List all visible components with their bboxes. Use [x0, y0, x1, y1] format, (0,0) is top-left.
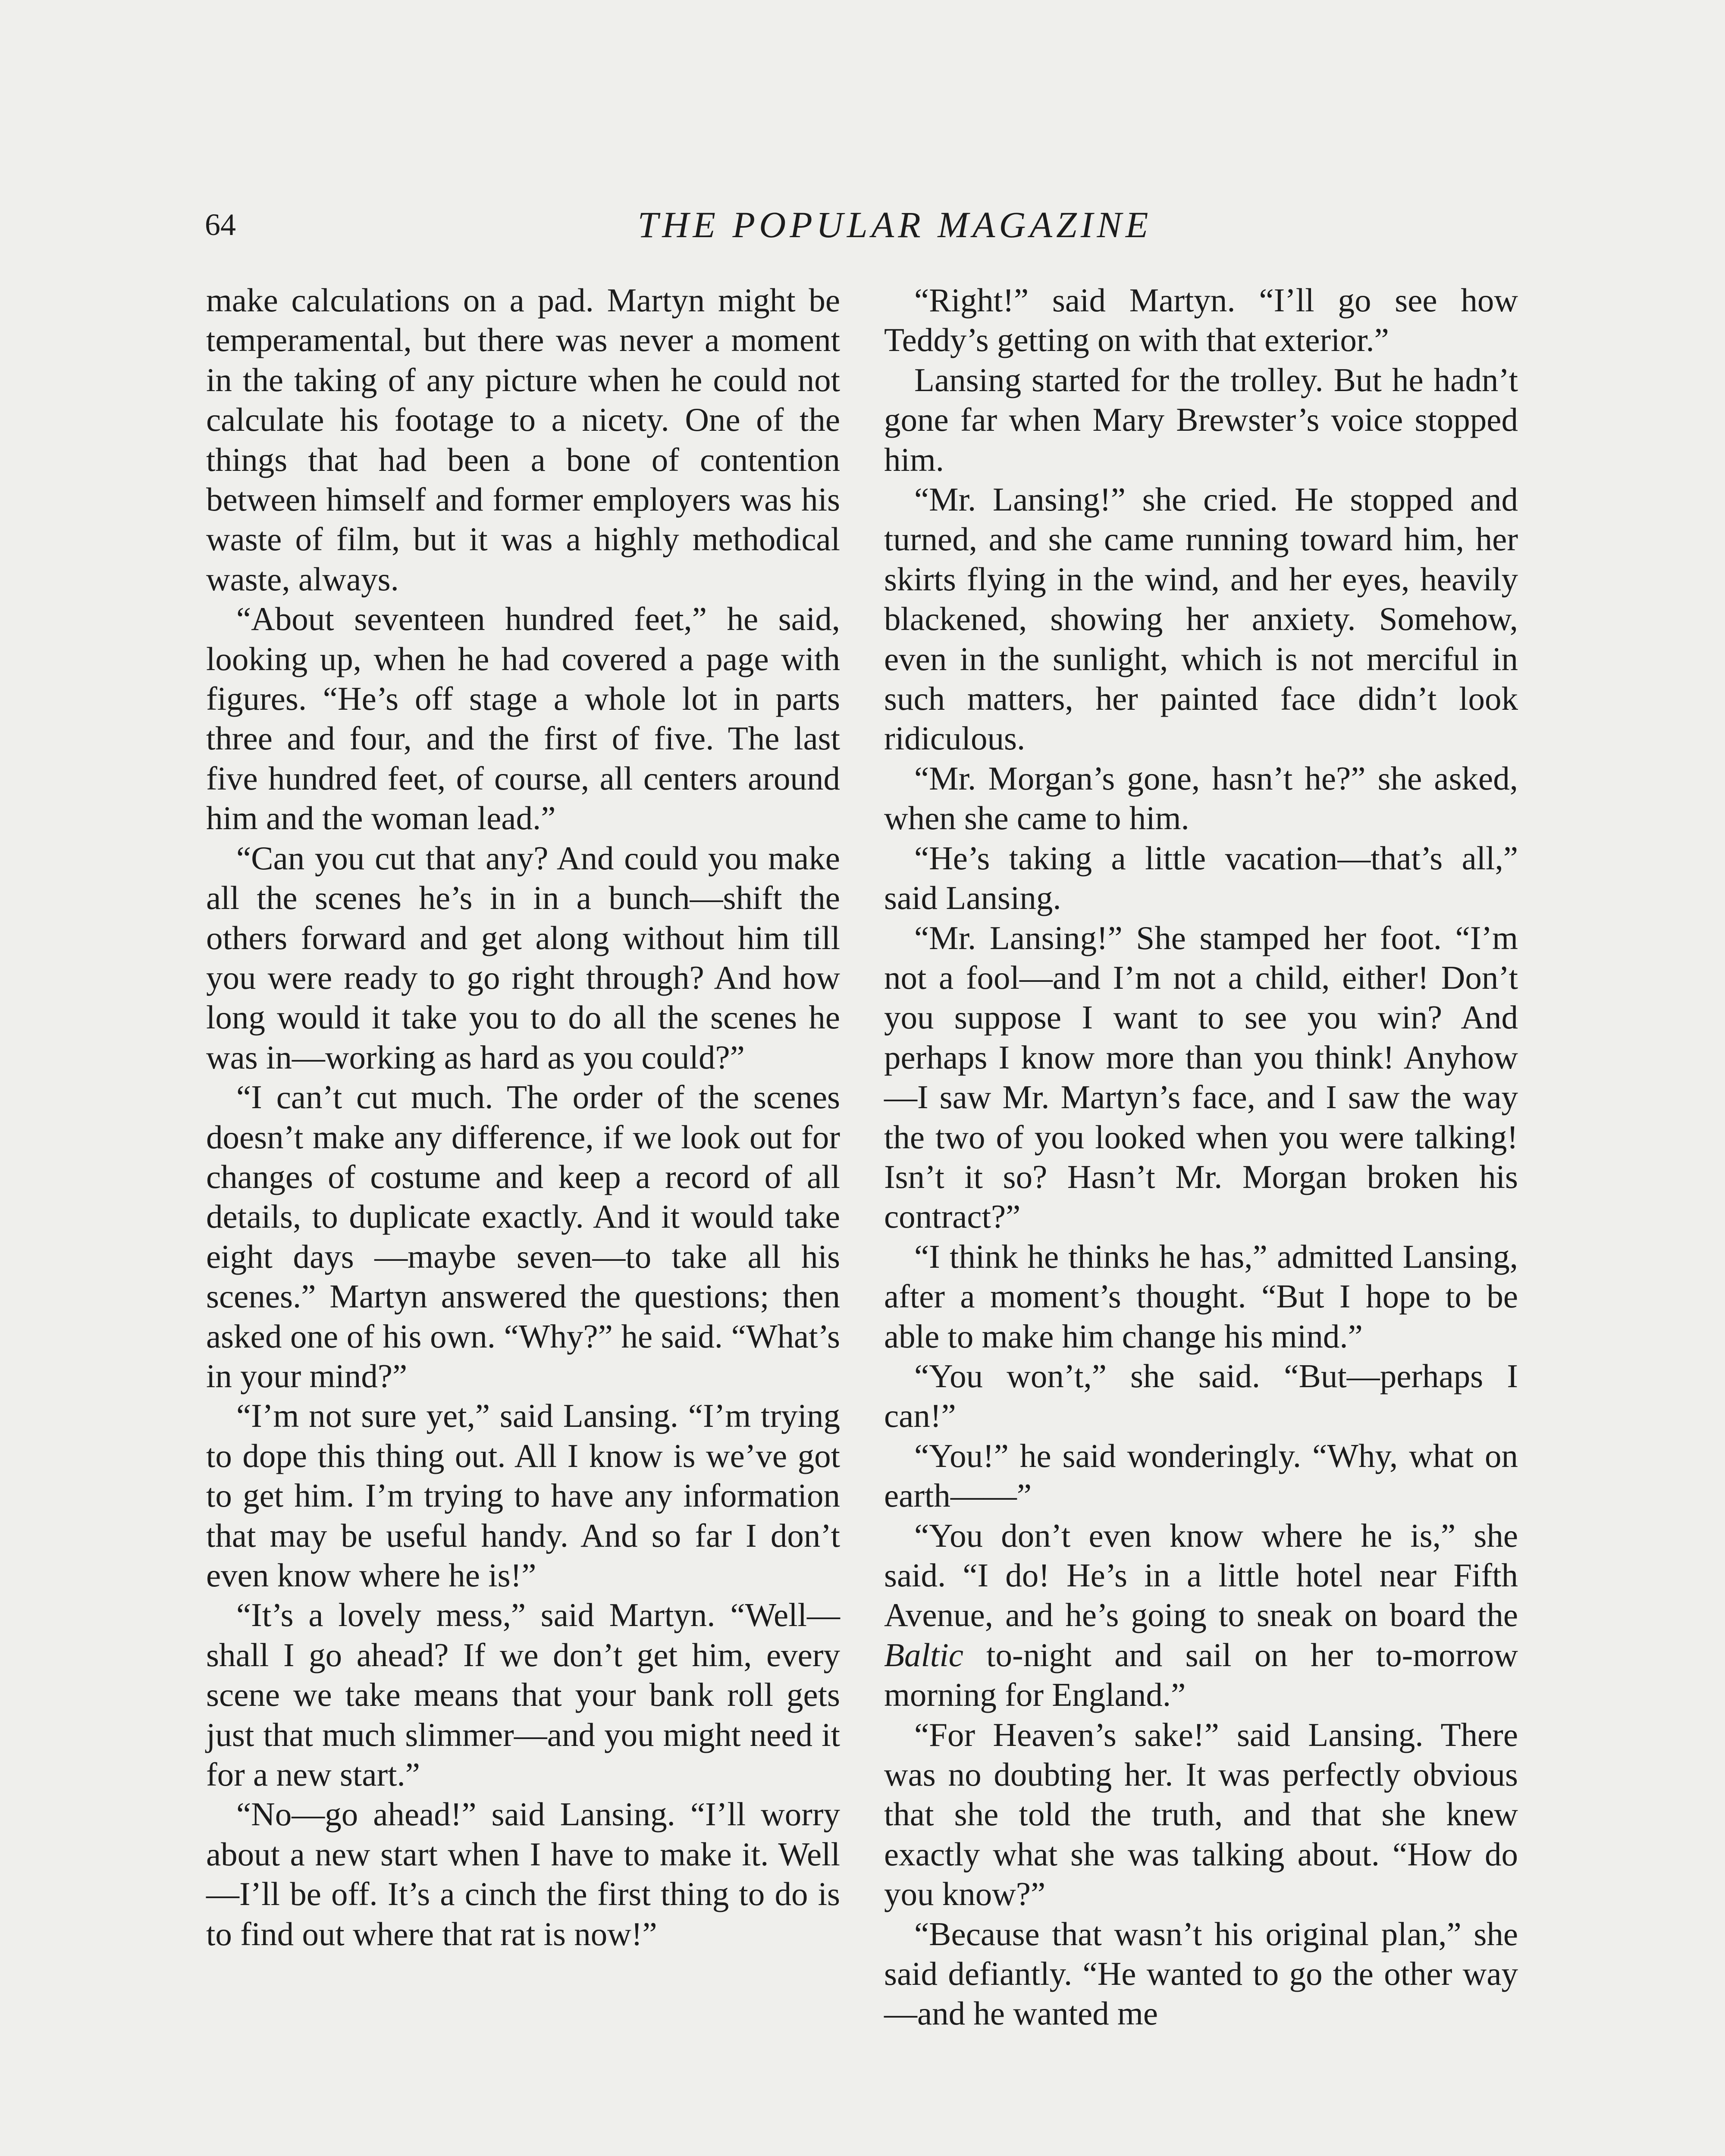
page-number: 64: [205, 207, 236, 242]
ship-name: Baltic: [884, 1636, 963, 1673]
paragraph: Lansing started for the trolley. But he hadn’t gone far when Mary Brewster’s voice stopped him.: [884, 361, 1518, 478]
paragraph: “Mr. Lansing!” She stamped her foot. “I’m not a fool—and I’m not a child, either! Don’t you suppose I want to see you win? And perhaps I know more than you think! Anyhow —I saw Mr. Martyn’s face, and I saw the way the two of you looked when you were talking! Isn’t it so? Hasn’t Mr. Morgan broken his contract?”: [884, 919, 1518, 1235]
text-run: “You don’t even know where he is,” she said. “I do! He’s in a little hotel near Fifth Avenue, and he’s going to sneak on board the: [884, 1517, 1518, 1634]
paragraph: “Right!” said Martyn. “I’ll go see how Teddy’s getting on with that exterior.”: [884, 282, 1518, 359]
paragraph: “For Heaven’s sake!” said Lansing. There was no doubting her. It was perfectly obvious that she told the truth, and that she knew exactly what she was talking about. “How do you know?”: [884, 1716, 1518, 1913]
paragraph: “I can’t cut much. The order of the scenes doesn’t make any difference, if we look out for changes of costume and keep a record of all details, to duplicate exactly. And it would take eight days —maybe seven—to take all his scenes.” Martyn answered the questions; then asked one of his own. “Why?” he said. “What’s in your mind?”: [206, 1078, 840, 1395]
paragraph: “Mr. Lansing!” she cried. He stopped and turned, and she came running toward him, her skirts flying in the wind, and her eyes, heavily blackened, showing her anxiety. Somehow, even in the sunlight, which is not merciful in such matters, her painted face didn’t look ridiculous.: [884, 481, 1518, 757]
text-run: to-night and sail on her to-morrow morning for England.”: [884, 1636, 1518, 1714]
paragraph: “About seventeen hundred feet,” he said, looking up, when he had covered a page with figures. “He’s off stage a whole lot in parts three and four, and the first of five. The last five hundred feet, of course, all centers around him and the woman lead.”: [206, 600, 840, 837]
running-head: THE POPULAR MAGAZINE: [637, 204, 1152, 245]
paragraph: “No—go ahead!” said Lansing. “I’ll worry about a new start when I have to make it. Well—I’ll be off. It’s a cinch the first thing to do is to find out where that rat is now!”: [206, 1796, 840, 1952]
paragraph: “Because that wasn’t his original plan,” she said defiantly. “He wanted to go the other way—and he wanted me: [884, 1915, 1518, 2032]
paragraph: [884, 1516, 1518, 1715]
paragraph: “You!” he said wonderingly. “Why, what on earth——”: [884, 1437, 1518, 1514]
right-column: [884, 280, 1518, 2034]
paragraph: “You won’t,” she said. “But—perhaps I can!”: [884, 1357, 1518, 1435]
paragraph: “I think he thinks he has,” admitted Lansing, after a moment’s thought. “But I hope to be able to make him change his mind.”: [884, 1238, 1518, 1355]
paragraph: make calculations on a pad. Martyn might be temperamental, but there was never a moment in the taking of any picture when he could not calculate his footage to a nicety. One of the things that had been a bone of contention between himself and former employers was his waste of film, but it was a highly methodical waste, always.: [206, 282, 840, 598]
paragraph: “He’s taking a little vacation—that’s all,” said Lansing.: [884, 839, 1518, 917]
paragraph: “I’m not sure yet,” said Lansing. “I’m trying to dope this thing out. All I know is we’ve got to get him. I’m trying to have any information that may be useful handy. And so far I don’t even know where he is!”: [206, 1397, 840, 1594]
paragraph: “Mr. Morgan’s gone, hasn’t he?” she asked, when she came to him.: [884, 759, 1518, 837]
paragraph: “Can you cut that any? And could you make all the scenes he’s in in a bunch—shift the others forward and get along without him till you were ready to go right through? And how long would it take you to do all the scenes he was in—working as hard as you could?”: [206, 839, 840, 1076]
left-column: [206, 280, 840, 1954]
paragraph: “It’s a lovely mess,” said Martyn. “Well—shall I go ahead? If we don’t get him, every scene we take means that your bank roll gets just that much slimmer—and you might need it for a new start.”: [206, 1596, 840, 1793]
